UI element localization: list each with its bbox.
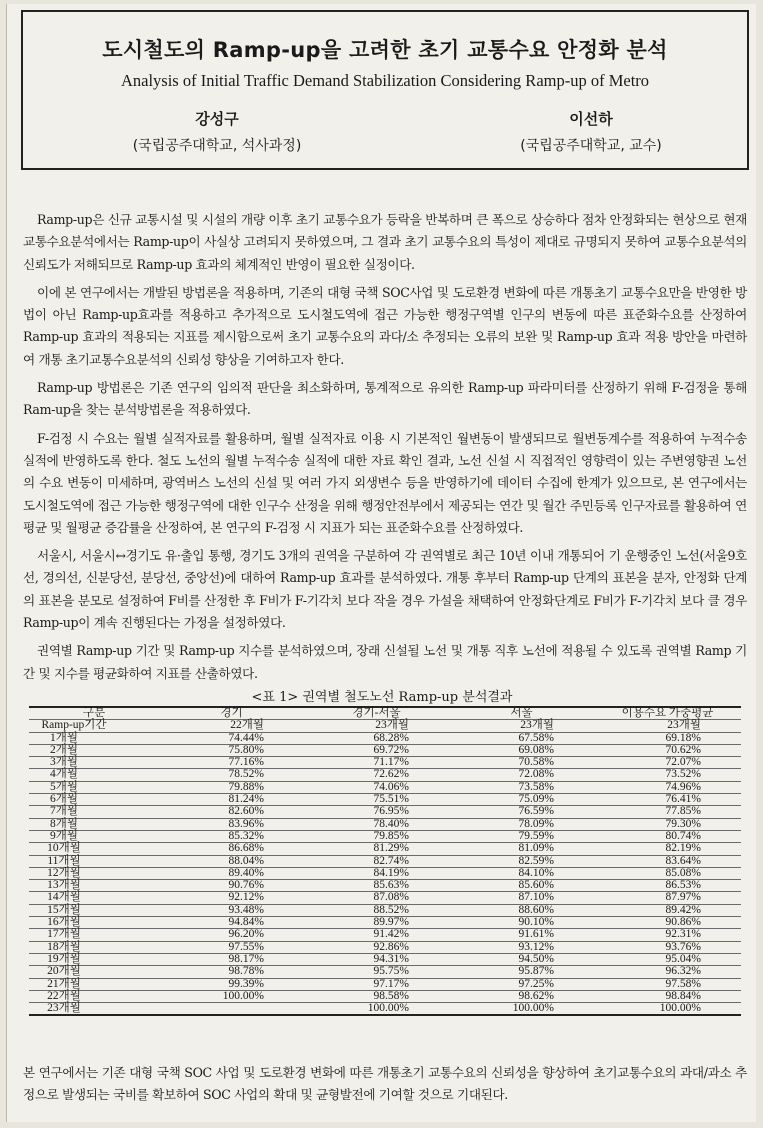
table-cell: 82.60% [159,806,304,818]
table-cell: 77.85% [594,806,741,818]
paragraph: 서울시, 서울시↔경기도 유·출입 통행, 경기도 3개의 권역을 구분하여 각 권역별로 최근 10년 이내 개통되어 기 운행중인 노선(서울9호선, 경의선, 신분당선, 분당선, 중앙선)에 대하여 Ramp-up 효과를 분석하였다. 개통 후부터 Ramp-up 단계의 표본을 분자, 안정화 단계의 표본을 분모로 설정하여 F비를 산정한 후 F비가 F-기각치 보다 작을 경우 가설을 채택하여 안정화단계로 F비가 F-기각치 보다 클 경우 Ramp-up이 계속 진행된다는 가정을 설정하였다. [23,548,747,631]
table-cell: 78.09% [449,818,594,830]
table-cell-label: 11개월 [29,855,159,867]
table-cell: 83.64% [594,855,741,867]
paragraph: Ramp-up은 신규 교통시설 및 시설의 개량 이후 초기 교통수요가 등락을 반복하며 큰 폭으로 상승하다 점차 안정화되는 현상으로 현재 교통수요분석에서는 Ramp-up이 사실상 고려되지 못하였으며, 그 결과 초기 교통수요의 특성이 제대로 규명되지 못하여 교통수요분석의 신뢰도가 저해되므로 Ramp-up 효과의 체계적인 반영이 필요한 실정이다. [23,212,747,272]
table-cell: 89.97% [304,917,449,929]
table-cell: 84.10% [449,867,594,879]
table-row [29,744,741,756]
table-row-period [29,720,741,732]
table-cell: 23개월 [449,720,594,732]
table-cell-label: 21개월 [29,978,159,990]
table-cell-label: 23개월 [29,1003,159,1016]
table-cell: 100.00% [449,1003,594,1016]
table-cell: 69.08% [449,744,594,756]
table-cell: 73.58% [449,781,594,793]
paper-page [6,4,756,1122]
table-cell: 71.17% [304,757,449,769]
table-cell: 100.00% [594,1003,741,1016]
table-cell-label: 1개월 [29,732,159,744]
table-cell: 88.60% [449,904,594,916]
table-cell: 79.59% [449,830,594,842]
table-cell: 73.52% [594,769,741,781]
table-cell: 94.50% [449,953,594,965]
table-cell: 69.72% [304,744,449,756]
table-cell: 85.32% [159,830,304,842]
table-cell: 88.52% [304,904,449,916]
table-header-cell: 이용수요 가중평균 [594,707,741,720]
table-cell: 82.74% [304,855,449,867]
table-cell: 97.25% [449,978,594,990]
table-cell-label: 14개월 [29,892,159,904]
table-row [29,929,741,941]
table-row [29,892,741,904]
table-cell: 97.55% [159,941,304,953]
table-cell-label: 18개월 [29,941,159,953]
table-cell: 70.62% [594,744,741,756]
table-cell: 23개월 [594,720,741,732]
ramp-up-table [29,706,741,1016]
table-cell: 83.96% [159,818,304,830]
table-cell: 72.62% [304,769,449,781]
table-cell: 84.19% [304,867,449,879]
table-cell: 75.09% [449,794,594,806]
author-1-affiliation: (국립공주대학교, 석사과정) [132,138,302,154]
table-cell: 93.12% [449,941,594,953]
table-cell: 98.62% [449,990,594,1002]
table-header-cell: 경기-서울 [304,707,449,720]
table-cell: 72.08% [449,769,594,781]
table-cell-label: 16개월 [29,917,159,929]
table-cell: 96.32% [594,966,741,978]
author-1 [97,108,337,155]
table-cell: 85.60% [449,880,594,892]
table-cell: 78.52% [159,769,304,781]
table-cell: 97.58% [594,978,741,990]
table-row [29,781,741,793]
table-cell: 86.53% [594,880,741,892]
table-cell: 97.17% [304,978,449,990]
table-cell: 22개월 [159,720,304,732]
author-1-name: 강성구 [195,110,239,128]
table-cell: 69.18% [594,732,741,744]
table-cell: 76.41% [594,794,741,806]
table-cell: 90.86% [594,917,741,929]
table-cell: 68.28% [304,732,449,744]
table-row [29,830,741,842]
table-cell: 85.63% [304,880,449,892]
author-2-name: 이선하 [569,110,613,128]
table-cell: 95.87% [449,966,594,978]
table-header-cell: 구분 [29,707,159,720]
table-cell: 86.68% [159,843,304,855]
table-row [29,855,741,867]
table-cell: 78.40% [304,818,449,830]
author-2-affiliation: (국립공주대학교, 교수) [520,138,662,154]
table-cell-label: 15개월 [29,904,159,916]
table-cell: 75.51% [304,794,449,806]
conclusion-paragraph: 본 연구에서는 기존 대형 국책 SOC 사업 및 도로환경 변화에 따른 개통초기 교통수요의 신뢰성을 향상하여 초기교통수요의 과대/과소 추정으로 발생되는 국비를 확보하여 SOC 사업의 확대 및 균형발전에 기여할 것으로 기대된다. [23,1065,747,1103]
table-row [29,904,741,916]
table-cell-label: Ramp-up기간 [29,720,159,732]
table-cell: 81.29% [304,843,449,855]
table-cell: 87.97% [594,892,741,904]
table-cell: 67.58% [449,732,594,744]
title-box [21,10,749,170]
table-cell-label: 7개월 [29,806,159,818]
table-cell: 91.61% [449,929,594,941]
table-header-cell: 서울 [449,707,594,720]
table-cell-label: 4개월 [29,769,159,781]
table-cell-label: 9개월 [29,830,159,842]
table-cell-label: 2개월 [29,744,159,756]
table-cell: 98.78% [159,966,304,978]
table-cell: 95.75% [304,966,449,978]
table-cell-label: 6개월 [29,794,159,806]
table-cell: 95.04% [594,953,741,965]
paragraph: F-검정 시 수요는 월별 실적자료를 활용하며, 월별 실적자료 이용 시 기본적인 월변동이 발생되므로 월변동계수를 적용하여 누적수송 실적에 반영하도록 한다. 철도 노선의 월별 누적수송 실적에 대한 자료 확인 결과, 노선 신설 시 직접적인 영향력이 있는 주변영향권 노선의 수요 변동이 미세하며, 광역버스 노선의 신설 및 여러 가지 외생변수 등을 반영하기에 데이터 수집에 한계가 있으므로, 본 연구에서는 도시철도역에 접근 가능한 행정구역에 대한 인구수 산정을 위해 행정안전부에서 제공되는 연간 및 월간 주민등록 인구자료를 활용하여 연평균 및 월평균 증감률을 산정하여, 본 연구의 F-검정 시 지표가 되는 표준화수요를 산정하였다. [23,430,747,535]
table-cell: 89.42% [594,904,741,916]
table-cell: 80.74% [594,830,741,842]
table-cell: 77.16% [159,757,304,769]
table-row [29,769,741,781]
table-row [29,990,741,1002]
paragraph: 권역별 Ramp-up 기간 및 Ramp-up 지수를 분석하였으며, 장래 신설될 노선 및 개통 직후 노선에 적용될 수 있도록 권역별 Ramp 기간 및 지수를 평균화하여 지표를 산출하였다. [23,643,747,681]
table-cell [159,1003,304,1016]
table-cell: 94.84% [159,917,304,929]
paragraph: 이에 본 연구에서는 개발된 방법론을 적용하며, 기존의 대형 국책 SOC사업 및 도로환경 변화에 따른 개통초기 교통수요만을 반영한 방법이 아닌 Ramp-up효과를 적용하고 추가적으로 도시철도역에 접근 가능한 행정구역별 인구의 변동에 따른 표준화수요를 산정하여 Ramp-up 효과의 적용되는 지표를 제시함으로써 초기 교통수요의 과다/소 추정되는 오류의 보완 및 Ramp-up 효과 적용 방안을 마련하여 개통 초기교통수요분석의 신뢰성 향상을 기여하고자 한다. [23,284,747,367]
table-cell: 90.10% [449,917,594,929]
table-row [29,794,741,806]
table-row [29,978,741,990]
table-cell: 90.76% [159,880,304,892]
table-cell-label: 20개월 [29,966,159,978]
table-cell-label: 10개월 [29,843,159,855]
table-cell: 94.31% [304,953,449,965]
table-cell: 81.24% [159,794,304,806]
table-cell: 87.10% [449,892,594,904]
table-cell: 76.95% [304,806,449,818]
table-cell: 100.00% [159,990,304,1002]
table-cell: 98.58% [304,990,449,1002]
table-cell-label: 12개월 [29,867,159,879]
table-row [29,757,741,769]
author-2 [471,108,711,155]
table-row [29,953,741,965]
korean-title: 도시철도의 Ramp-up을 고려한 초기 교통수요 안정화 분석 [102,38,668,62]
table-cell-label: 13개월 [29,880,159,892]
table-cell: 98.17% [159,953,304,965]
table-cell: 93.76% [594,941,741,953]
table-cell: 85.08% [594,867,741,879]
table-cell: 91.42% [304,929,449,941]
table-cell: 74.44% [159,732,304,744]
table-cell: 96.20% [159,929,304,941]
table-header-cell: 경기 [159,707,304,720]
table-cell: 100.00% [304,1003,449,1016]
table-cell-label: 5개월 [29,781,159,793]
table-row [29,818,741,830]
table-cell: 87.08% [304,892,449,904]
table-header-row [29,707,741,720]
table-cell: 92.86% [304,941,449,953]
table-cell: 82.19% [594,843,741,855]
table-cell: 88.04% [159,855,304,867]
table-row [29,1003,741,1016]
table-cell: 76.59% [449,806,594,818]
table-row [29,966,741,978]
table-cell-label: 19개월 [29,953,159,965]
table-cell: 92.12% [159,892,304,904]
table-row [29,806,741,818]
table-row [29,843,741,855]
table-cell: 98.84% [594,990,741,1002]
english-title: Analysis of Initial Traffic Demand Stabilization Considering Ramp-up of Metro [120,71,650,90]
abstract-body [23,209,747,691]
table-cell-label: 22개월 [29,990,159,1002]
table-caption: <표 1> 권역별 철도노선 Ramp-up 분석결과 [251,690,513,705]
table-row [29,941,741,953]
table-cell: 81.09% [449,843,594,855]
table-cell: 72.07% [594,757,741,769]
table-cell: 79.85% [304,830,449,842]
table-cell: 89.40% [159,867,304,879]
table-row [29,880,741,892]
table-cell-label: 3개월 [29,757,159,769]
table-cell-label: 17개월 [29,929,159,941]
table-row [29,917,741,929]
table-row [29,867,741,879]
table-cell: 70.58% [449,757,594,769]
table-cell: 92.31% [594,929,741,941]
table-cell: 79.30% [594,818,741,830]
table-cell: 74.96% [594,781,741,793]
table-cell: 93.48% [159,904,304,916]
table-cell: 23개월 [304,720,449,732]
table-cell-label: 8개월 [29,818,159,830]
table-row [29,732,741,744]
table-cell: 75.80% [159,744,304,756]
table-cell: 99.39% [159,978,304,990]
table-cell: 82.59% [449,855,594,867]
paragraph: Ramp-up 방법론은 기존 연구의 임의적 판단을 최소화하며, 통계적으로 유의한 Ramp-up 파라미터를 산정하기 위해 F-검정을 통해 Ram-up을 찾는 분석방법론을 적용하였다. [23,380,747,418]
table-cell: 79.88% [159,781,304,793]
table-cell: 74.06% [304,781,449,793]
